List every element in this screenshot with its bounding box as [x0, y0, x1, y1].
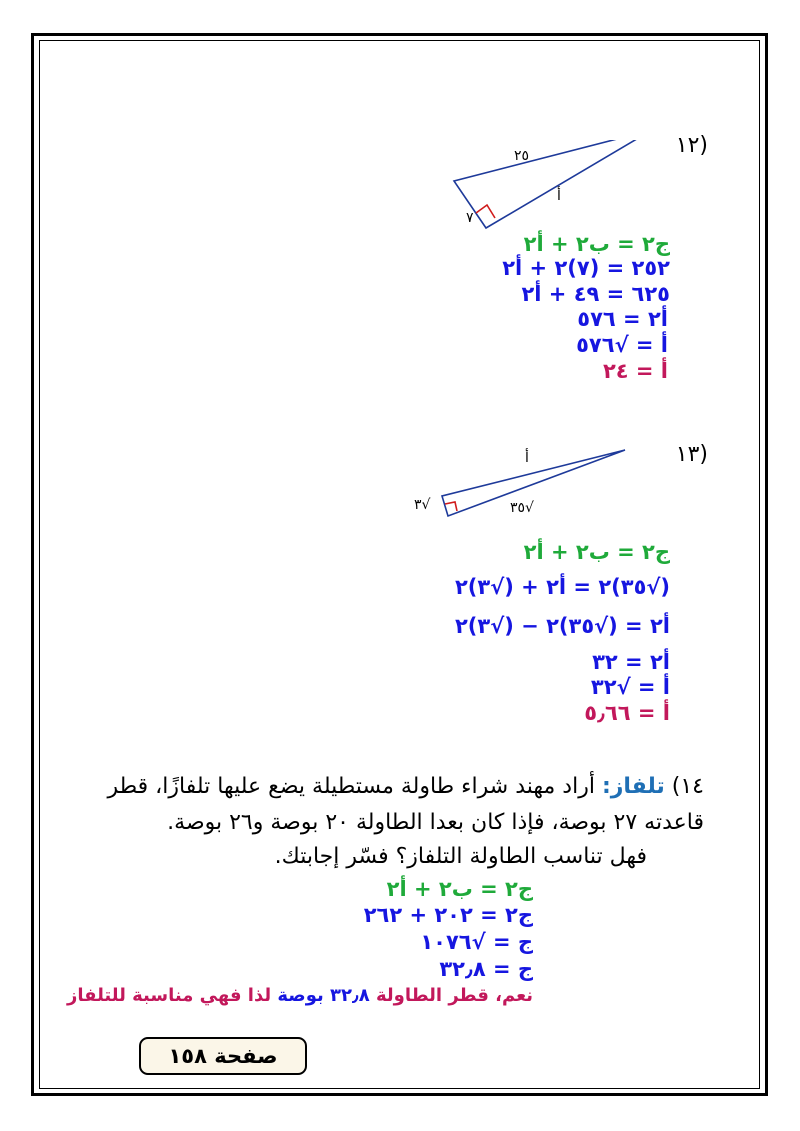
q12-step-5: أ = √٥٧٦ — [576, 333, 668, 357]
q13-step-3: أ٢ = (√٣٥)٢ − (√٣)٢ — [454, 614, 670, 638]
q12-step-3: ٦٢٥ = ٤٩ + أ٢ — [521, 282, 670, 306]
q14-problem-line-3: فهل تناسب الطاولة التلفاز؟ فسّر إجابتك. — [274, 844, 647, 869]
q13-hypotenuse-label: أ — [525, 450, 529, 466]
q14-conclusion — [67, 985, 533, 1006]
page-number-label: صفحة ١٥٨ — [168, 1044, 278, 1068]
question-14-number: ١٤) — [671, 774, 704, 799]
q14-conclusion-part-1: نعم، قطر الطاولة — [375, 985, 533, 1006]
q12-short-leg-label: ٧ — [466, 210, 474, 226]
triangle-13-diagram — [420, 440, 670, 520]
q14-step-4: ج = ٣٢٫٨ — [439, 957, 533, 981]
q14-problem-line-1 — [107, 770, 704, 804]
q13-step-4: أ٢ = ٣٢ — [592, 650, 670, 674]
q14-text-1: أراد مهند شراء طاولة مستطيلة يضع عليها تلفازًا، قطر — [107, 774, 595, 799]
q12-step-4: أ٢ = ٥٧٦ — [577, 307, 668, 331]
q14-conclusion-part-3: لذا فهي مناسبة للتلفاز — [67, 985, 272, 1006]
q12-step-1: ج٢ = ب٢ + أ٢ — [523, 232, 670, 256]
q14-step-1: ج٢ = ب٢ + أ٢ — [386, 877, 533, 901]
q13-answer: أ = ٥٫٦٦ — [584, 701, 670, 725]
q14-problem-line-2: قاعدته ٢٧ بوصة، فإذا كان بعدا الطاولة ٢٠ بوصة و٢٦ بوصة. — [167, 810, 704, 835]
q12-long-leg-label: أ — [557, 188, 561, 204]
q13-short-leg-label: √٣ — [414, 497, 431, 513]
q12-step-2: ٢٥٢ = (٧)٢ + أ٢ — [502, 256, 670, 280]
q13-long-leg-label: √٣٥ — [510, 500, 534, 516]
q14-conclusion-part-2: ٣٢٫٨ بوصة — [277, 985, 370, 1006]
q13-step-1: ج٢ = ب٢ + أ٢ — [523, 540, 670, 564]
triangle-12-diagram — [440, 140, 670, 240]
q14-keyword: تلفاز: — [601, 774, 665, 799]
q13-step-2: (√٣٥)٢ = أ٢ + (√٣)٢ — [454, 575, 670, 599]
question-12-number: (١٢ — [675, 133, 708, 158]
q13-step-5: أ = √٣٢ — [590, 675, 670, 699]
question-13-number: (١٣ — [675, 442, 708, 467]
q12-hypotenuse-label: ٢٥ — [514, 148, 530, 164]
q14-step-2: ج٢ = ٢٠٢ + ٢٦٢ — [363, 903, 533, 927]
q14-step-3: ج = √١٠٧٦ — [420, 930, 533, 954]
page-number-box — [139, 1037, 307, 1075]
q12-answer: أ = ٢٤ — [602, 359, 668, 383]
